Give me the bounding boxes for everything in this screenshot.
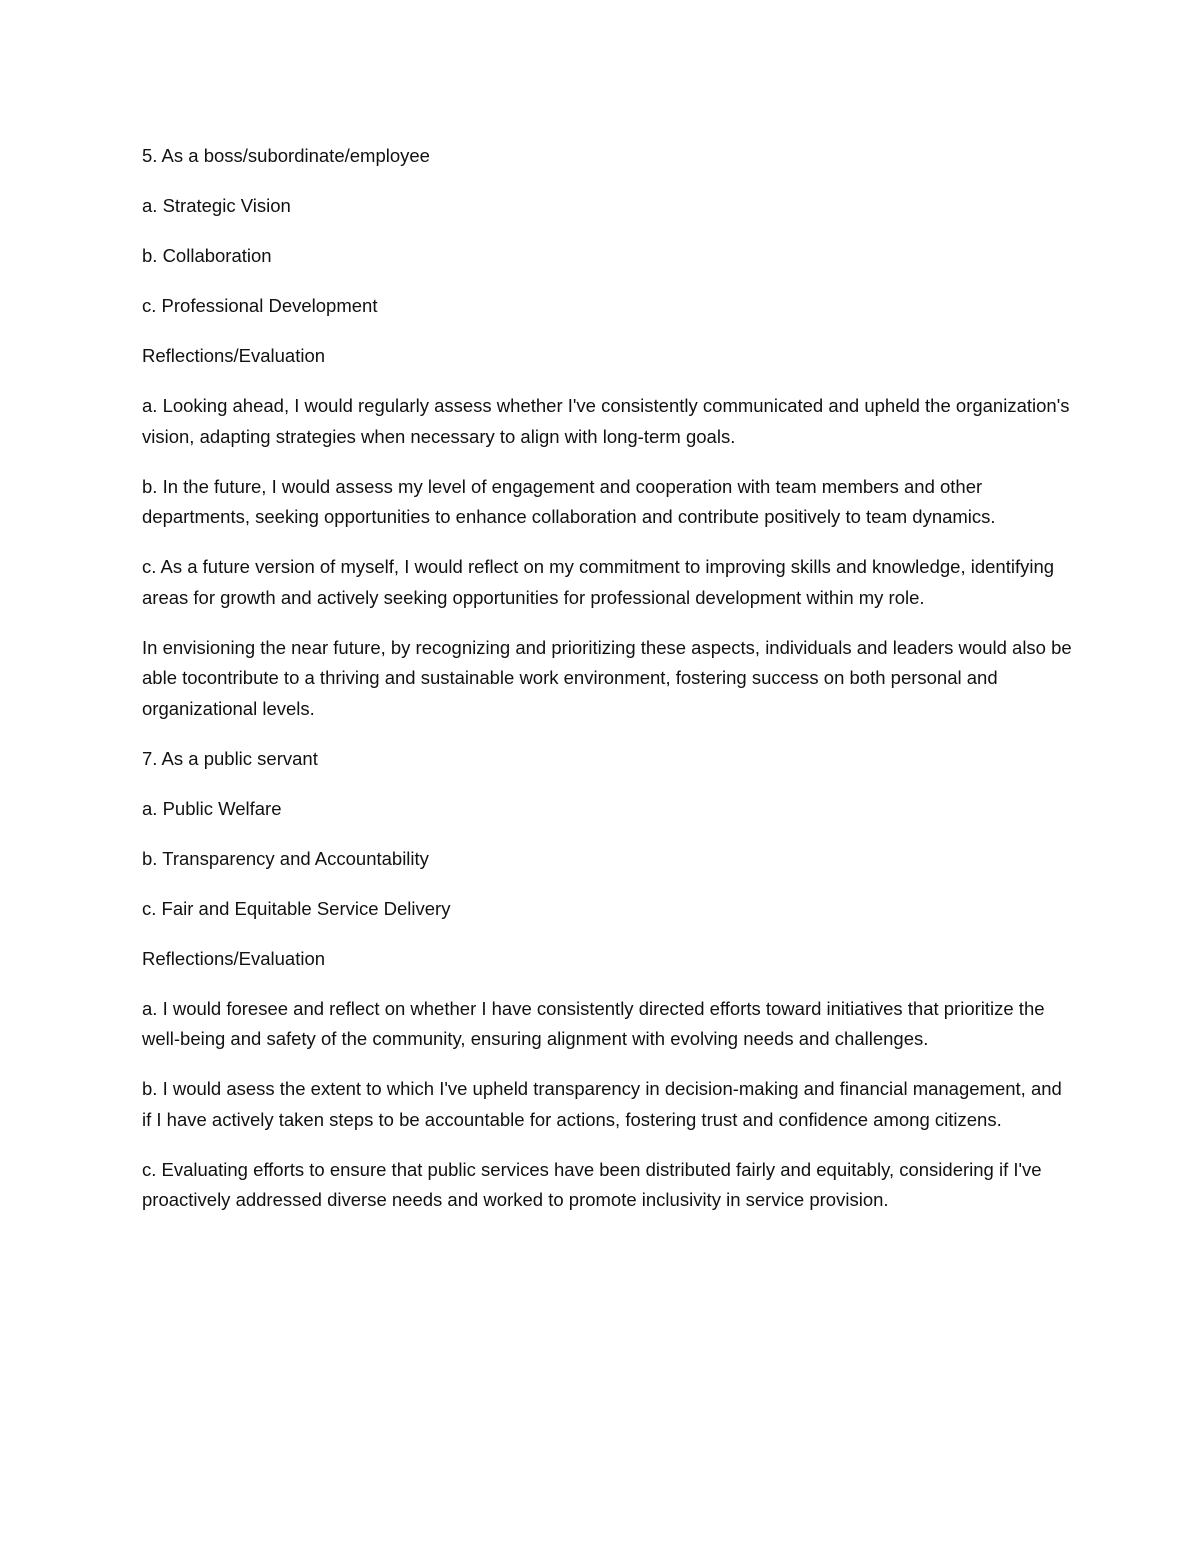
section-5-item-professional-development: c. Professional Development [142, 295, 378, 316]
section-7-reflection-a: a. I would foresee and reflect on whether I have consistently directed efforts toward initiatives that prioritize the well-being and safety of the community, ensuring alignment with evolving needs and challenges. [142, 997, 1045, 1049]
document-body [142, 141, 1072, 1235]
section-5-reflections-heading: Reflections/Evaluation [142, 345, 326, 366]
section-7-item-transparency: b. Transparency and Accountability [142, 847, 429, 869]
section-5-reflection-a: a. Looking ahead, I would regularly assess whether I've consistently communicated and upheld the organization's vision, adapting strategies when necessary to align with long-term goals. [142, 395, 1070, 447]
section-7-reflection-b: b. I would asess the extent to which I've upheld transparency in decision-making and financial management, and if I have actively taken steps to be accountable for actions, fostering trust and confidence among citizens. [142, 1078, 1062, 1130]
section-7-item-public-welfare: a. Public Welfare [142, 797, 282, 819]
section-5-item-collaboration: b. Collaboration [142, 245, 272, 266]
section-5-conclusion: In envisioning the near future, by recognizing and prioritizing these aspects, individuals and leaders would also be able tocontribute to a thriving and sustainable work environment, fostering success on both personal and organizational levels. [142, 636, 1072, 719]
section-5-reflection-b: b. In the future, I would assess my level of engagement and cooperation with team members and other departments, seeking opportunities to enhance collaboration and contribute positively to team dynamics. [142, 475, 996, 527]
section-7-reflection-c: c. Evaluating efforts to ensure that public services have been distributed fairly and equitably, considering if I've proactively addressed diverse needs and worked to promote inclusivity in service provision. [142, 1158, 1042, 1210]
section-7-item-service-delivery: c. Fair and Equitable Service Delivery [142, 897, 451, 919]
section-5-item-strategic-vision: a. Strategic Vision [142, 195, 291, 216]
section-7-heading: 7. As a public servant [142, 747, 318, 769]
section-5-heading: 5. As a boss/subordinate/employee [142, 145, 430, 166]
section-7-reflections-heading: Reflections/Evaluation [142, 947, 326, 969]
section-5-reflection-c: c. As a future version of myself, I would reflect on my commitment to improving skills and knowledge, identifying areas for growth and actively seeking opportunities for professional development within my role. [142, 556, 1055, 608]
